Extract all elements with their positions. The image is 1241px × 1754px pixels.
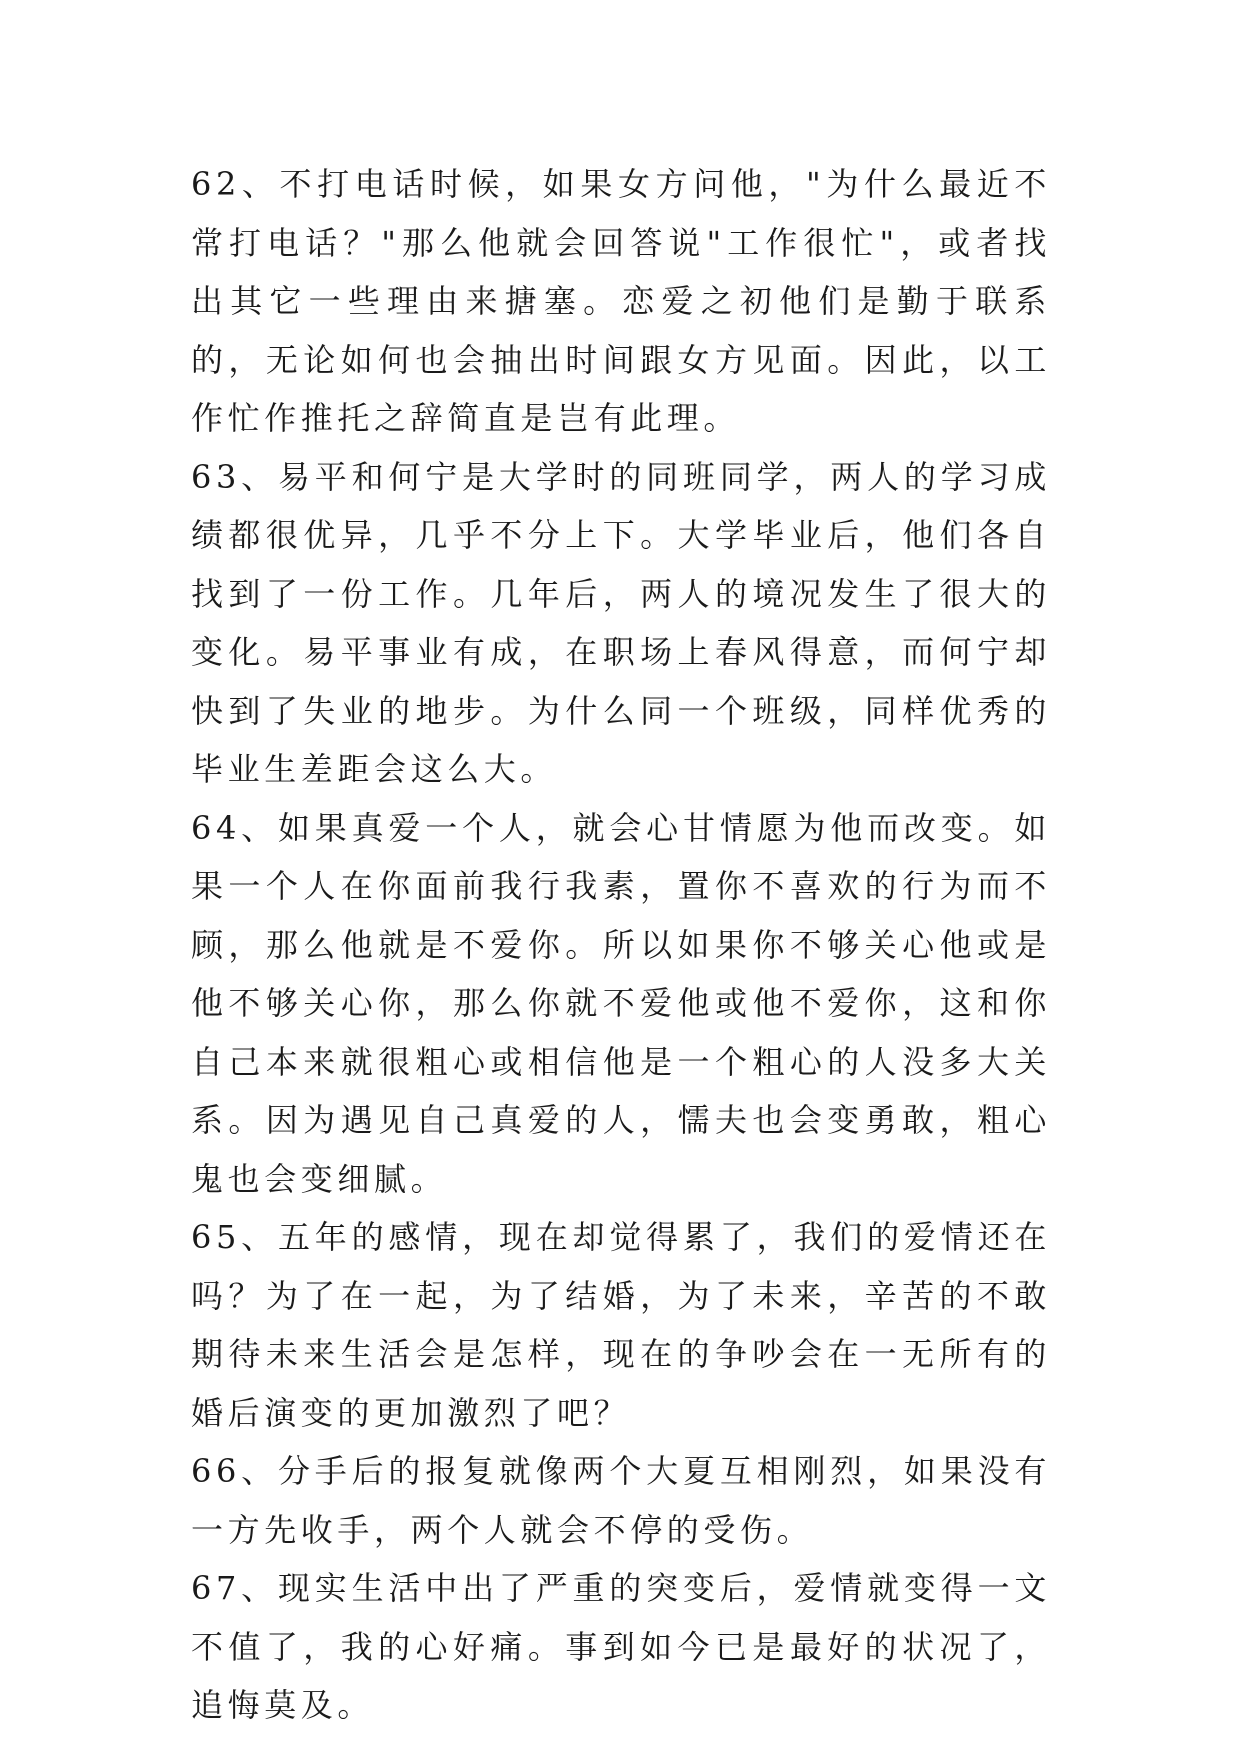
paragraph-66: 66、分手后的报复就像两个大夏互相刚烈，如果没有一方先收手，两个人就会不停的受伤。 [191,1452,1051,1549]
paragraph-65: 65、五年的感情，现在却觉得累了，我们的爱情还在吗？为了在一起，为了结婚，为了未来，辛苦的不敢期待未来生活会是怎样，现在的争吵会在一无所有的婚后演变的更加激烈了吧？ [191,1218,1051,1432]
paragraph-64: 64、如果真爱一个人，就会心甘情愿为他而改变。如果一个人在你面前我行我素，置你不喜欢的行为而不顾，那么他就是不爱你。所以如果你不够关心他或是他不够关心你，那么你就不爱他或他不爱你，这和你自己本来就很粗心或相信他是一个粗心的人没多大关系。因为遇见自己真爱的人，懦夫也会变勇敢，粗心鬼也会变细腻。 [191,808,1051,1198]
paragraph-63: 63、易平和何宁是大学时的同班同学，两人的学习成绩都很优异，几乎不分上下。大学毕业后，他们各自找到了一份工作。几年后，两人的境况发生了很大的变化。易平事业有成，在职场上春风得意，而何宁却快到了失业的地步。为什么同一个班级，同样优秀的毕业生差距会这么大。 [191,457,1051,788]
document-body [191,155,1051,1735]
paragraph-67: 67、现实生活中出了严重的突变后，爱情就变得一文不值了，我的心好痛。事到如今已是最好的状况了，追悔莫及。 [191,1569,1051,1724]
paragraph-62: 62、不打电话时候，如果女方问他，"为什么最近不常打电话？"那么他就会回答说"工作很忙"，或者找出其它一些理由来搪塞。恋爱之初他们是勤于联系的，无论如何也会抽出时间跟女方见面。因此，以工作忙作推托之辞简直是岂有此理。 [191,165,1051,437]
